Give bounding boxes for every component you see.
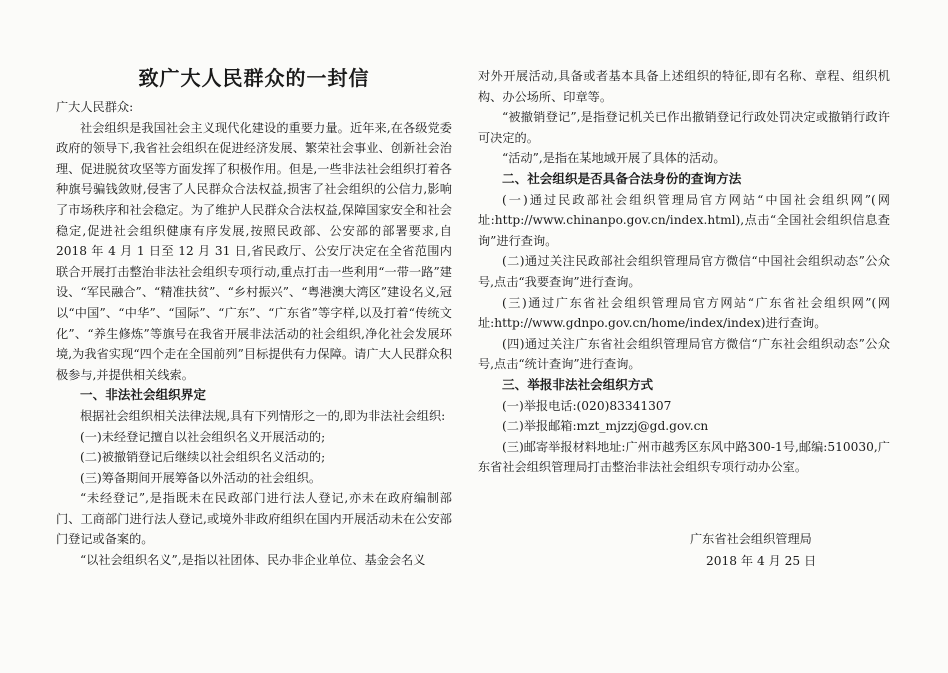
intro-paragraph: 社会组织是我国社会主义现代化建设的重要力量。近年来,在各级党委政府的领导下,我省社会组织在促进经济发展、繁荣社会事业、创新社会治理、促进脱贫攻坚等方面发挥了积极作用。但是,一些非法社会组织打着各种旗号骗钱敛财,侵害了人民群众合法权益,损害了社会组织的公信力,影响了市场秩序和社会稳定。为了维护人民群众合法权益,保障国家安全和社会稳定,促进社会组织健康有序发展,按照民政部、公安部的部署要求,自 2018 年 4 月 1 日至 12 月 31 日,省民政厅、公安厅决定在全省范围内联合开展打击整治非法社会组织专项行动,重点打击一些利用“一带一路”建设、“军民融合”、“精准扶贫”、“乡村振兴”、“粤港澳大湾区”建设名义,冠以“中国”、“中华”、“国际”、“广东”、“广东省”等字样,以及打着“传统文化”、“养生修炼”等旗号在我省开展非法活动的社会组织,净化社会发展环境,为我省实现“四个走在全国前列”目标提供有力保障。请广大人民群众积极参与,并提供相关线索。 [56,120,452,382]
definition-unregistered: “未经登记”,是指既未在民政部门进行法人登记,亦未在政府编制部门、工商部门进行法人登记,或境外非政府组织在国内开展活动未在公安部门登记或备案的。 [56,491,452,547]
letter-title: 致广大人民群众的一封信 [138,66,370,90]
section1-lead: 根据社会组织相关法律法规,具有下列情形之一的,即为非法社会组织: [80,408,446,423]
definition-activity: “活动”,是指在某地域开展了具体的活动。 [502,151,726,166]
section1-item: (二)被撤销登记后继续以社会组织名义活动的; [80,450,326,465]
section1-item: (三)筹备期间开展筹备以外活动的社会组织。 [80,470,322,485]
section2-heading: 二、社会组织是否具备合法身份的查询方法 [502,170,742,186]
left-column [56,97,452,571]
query-method-1: (一)通过民政部社会组织管理局官方网站“中国社会组织网”(网址:http://www.chinanpo.gov.cn/index.html),点击“全国社会组织信息查询”进行查询。 [478,192,890,248]
definition-name-continued: 对外开展活动,具备或者基本具备上述组织的特征,即有名称、章程、组织机构、办公场所、印章等。 [478,69,890,104]
query-method-4: (四)通过关注广东省社会组织管理局官方微信“广东社会组织动态”公众号,点击“统计查询”进行查询。 [478,336,890,372]
query-method-2: (二)通过关注民政部社会组织管理局官方微信“中国社会组织动态”公众号,点击“我要查询”进行查询。 [478,254,890,289]
report-phone: (一)举报电话:(020)83341307 [502,398,672,413]
definition-name-start: “以社会组织名义”,是指以社团体、民办非企业单位、基金会名义 [80,553,426,568]
section1-item: (一)未经登记擅自以社会组织名义开展活动的; [80,429,326,444]
report-email: (二)举报邮箱:mzt_mjzzj@gd.gov.cn [502,419,709,434]
greeting: 广大人民群众: [56,100,134,114]
right-column [478,66,890,478]
report-address: (三)邮寄举报材料地址:广州市越秀区东风中路300-1号,邮编:510030,广东省社会组织管理局打击整治非法社会组织专项行动办公室。 [478,439,890,475]
query-method-3: (三)通过广东省社会组织管理局官方网站“广东省社会组织网”(网址:http://www.gdnpo.gov.cn/home/index/index)进行查询。 [478,295,890,331]
section1-heading: 一、非法社会组织界定 [80,387,206,403]
signature-org: 广东省社会组织管理局 [690,532,812,546]
section3-heading: 三、举报非法社会组织方式 [502,376,654,392]
definition-revoked: “被撤销登记”,是指登记机关已作出撤销登记行政处罚决定或撤销行政许可决定的。 [478,110,890,145]
signature-date: 2018 年 4 月 25 日 [706,554,817,568]
